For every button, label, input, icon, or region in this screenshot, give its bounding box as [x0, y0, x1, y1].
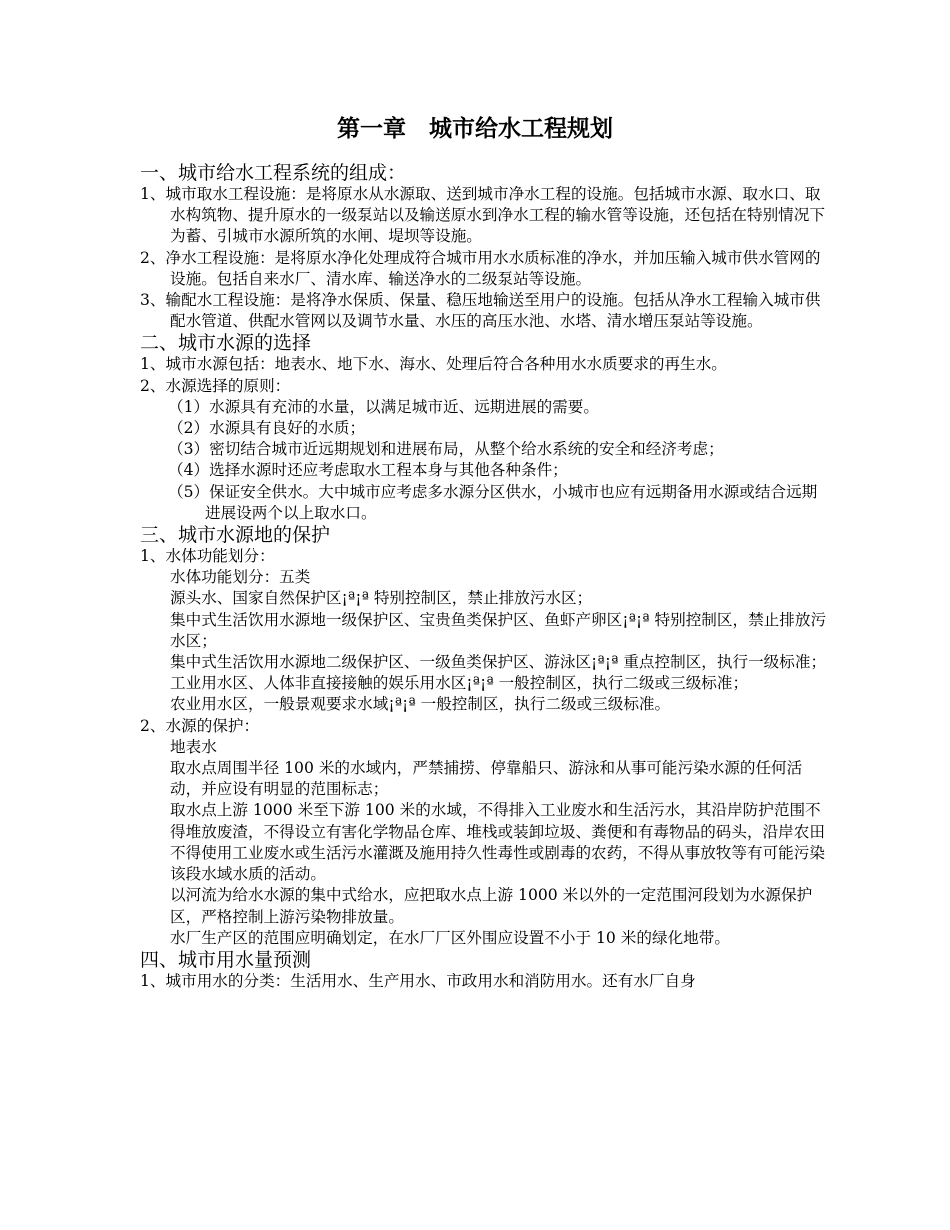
- paragraph: 水厂生产区的范围应明确划定，在水厂厂区外围应设置不小于 10 米的绿化地带。: [170, 928, 730, 947]
- paragraph: 农业用水区，一般景观要求水域¡ª¡ª 一般控制区，执行二级或三级标准。: [170, 695, 671, 714]
- paragraph: 源头水、国家自然保护区¡ª¡ª 特别控制区，禁止排放污水区；: [170, 589, 593, 608]
- paragraph: 1、城市取水工程设施：是将原水从水源取、送到城市净水工程的设施。包括城市水源、取水口、取水构筑物、提升原水的一级泵站以及输送原水到净水工程的输水管等设施，还包括在特别情况下为蓄、引城市水源所筑的水闸、堤坝等设施。: [140, 185, 825, 246]
- paragraph: 集中式生活饮用水源地二级保护区、一级鱼类保护区、游泳区¡ª¡ª 重点控制区，执行一级标准；: [170, 653, 827, 672]
- paragraph: 集中式生活饮用水源地一级保护区、宝贵鱼类保护区、鱼虾产卵区¡ª¡ª 特别控制区，禁止排放污水区；: [170, 610, 827, 650]
- section-heading: 一、城市给水工程系统的组成：: [140, 162, 407, 184]
- section-heading: 三、城市水源地的保护: [140, 524, 331, 547]
- paragraph: 2、水源选择的原则：: [140, 376, 291, 395]
- paragraph: 工业用水区、人体非直接接触的娱乐用水区¡ª¡ª 一般控制区，执行二级或三级标准；: [170, 674, 749, 693]
- section-heading: 二、城市水源的选择: [140, 332, 312, 355]
- paragraph: 取水点上游 1000 米至下游 100 米的水域，不得排入工业废水和生活污水，其沿岸防护范围不得堆放废渣，不得设立有害化学物品仓库、堆栈或装卸垃圾、粪便和有毒物品的码头，沿岸农田不得使用工业废水或生活污水灌溉及施用持久性毒性或剧毒的农药，不得从事放牧等有可能污染该段水域水质的活动。: [170, 801, 825, 884]
- paragraph: （2）水源具有良好的水质；: [168, 419, 366, 438]
- paragraph: （5）保证安全供水。大中城市应考虑多水源分区供水，小城市也应有远期备用水源或结合远期进展设两个以上取水口。: [168, 482, 818, 522]
- paragraph: （1）水源具有充沛的水量，以满足城市近、远期进展的需要。: [168, 397, 599, 416]
- paragraph: 取水点周围半径 100 米的水域内，严禁捕捞、停靠船只、游泳和从事可能污染水源的任何活动，并应设有明显的范围标志；: [170, 759, 803, 799]
- paragraph: （4）选择水源时还应考虑取水工程本身与其他各种条件；: [168, 461, 568, 480]
- paragraph: 1、城市用水的分类：生活用水、生产用水、市政用水和消防用水。还有水厂自身: [140, 971, 696, 990]
- paragraph: 以河流为给水水源的集中式给水，应把取水点上游 1000 米以外的一定范围河段划为水源保护区，严格控制上游污染物排放量。: [170, 886, 813, 926]
- paragraph: 2、净水工程设施：是将原水净化处理成符合城市用水水质标准的净水，并加压输入城市供水管网的设施。包括自来水厂、清水库、输送净水的二级泵站等设施。: [140, 248, 821, 288]
- document-body: [140, 162, 830, 992]
- chapter-title: 第一章 城市给水工程规划: [337, 116, 613, 142]
- paragraph: 1、城市水源包括：地表水、地下水、海水、处理后符合各种用水水质要求的再生水。: [140, 355, 727, 374]
- paragraph: 1、水体功能划分：: [140, 547, 275, 566]
- paragraph: 3、输配水工程设施：是将净水保质、保量、稳压地输送至用户的设施。包括从净水工程输入城市供配水管道、供配水管网以及调节水量、水压的高压水池、水塔、清水增压泵站等设施。: [140, 291, 821, 331]
- paragraph: （3）密切结合城市近远期规划和进展布局，从整个给水系统的安全和经济考虑；: [168, 440, 724, 459]
- paragraph: 水体功能划分：五类: [170, 568, 311, 587]
- paragraph: 地表水: [170, 737, 217, 756]
- paragraph: 2、水源的保护：: [140, 716, 260, 735]
- section-heading: 四、城市用水量预测: [140, 948, 312, 971]
